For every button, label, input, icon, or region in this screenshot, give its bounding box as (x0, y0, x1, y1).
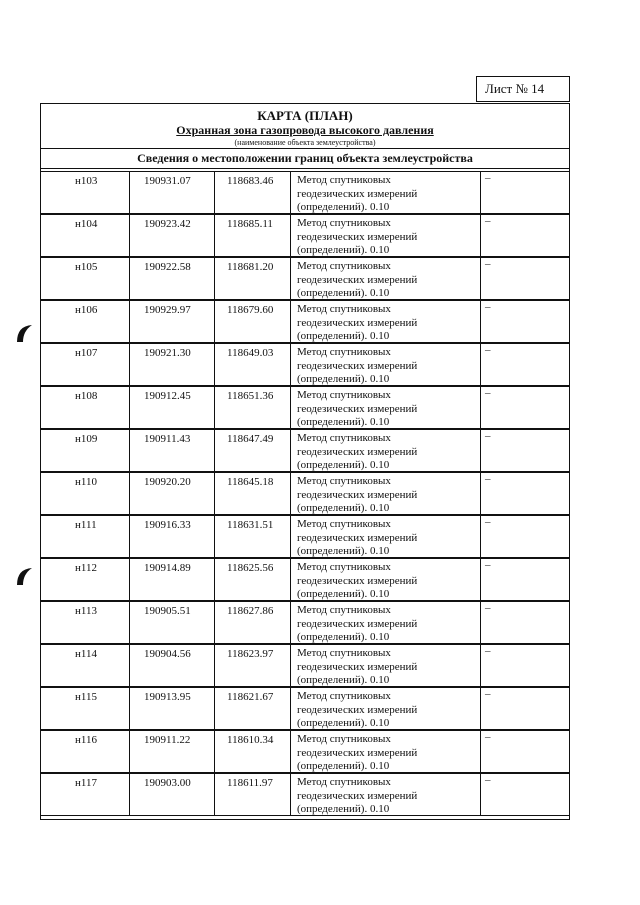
method-line: Метод спутниковых (297, 733, 391, 745)
y-coordinate-cell: 118627.86 (215, 602, 291, 643)
method-cell (291, 215, 481, 256)
description-cell: – (485, 430, 491, 442)
document-title: КАРТА (ПЛАН) (257, 108, 353, 123)
description-cell: – (485, 473, 491, 485)
y-coordinate-cell: 118647.49 (215, 430, 291, 471)
method-line: (определений). 0.10 (297, 760, 390, 772)
method-line: геодезических измерений (297, 488, 418, 501)
point-id-cell: н106 (41, 301, 130, 342)
x-coordinate-cell: 190931.07 (130, 172, 215, 213)
method-line: Метод спутниковых (297, 217, 391, 229)
x-coordinate-cell: 190911.22 (130, 731, 215, 772)
point-id-cell: н111 (41, 516, 130, 557)
method-cell (291, 172, 481, 213)
map-plan-frame (40, 103, 570, 820)
y-coordinate-cell: 118681.20 (215, 258, 291, 299)
x-coordinate-cell: 190916.33 (130, 516, 215, 557)
method-line: (определений). 0.10 (297, 459, 390, 471)
point-id-cell: н109 (41, 430, 130, 471)
description-cell: – (485, 731, 491, 743)
method-line: (определений). 0.10 (297, 631, 390, 643)
x-coordinate-cell: 190904.56 (130, 645, 215, 686)
method-line: геодезических измерений (297, 273, 418, 286)
x-coordinate-cell: 190921.30 (130, 344, 215, 385)
method-line: (определений). 0.10 (297, 287, 390, 299)
x-coordinate-cell: 190912.45 (130, 387, 215, 428)
table-row (41, 515, 569, 558)
method-cell (291, 774, 481, 815)
method-line: (определений). 0.10 (297, 545, 390, 557)
x-coordinate-cell: 190913.95 (130, 688, 215, 729)
y-coordinate-cell: 118685.11 (215, 215, 291, 256)
punch-hole-mark (14, 322, 36, 344)
x-coordinate-cell: 190929.97 (130, 301, 215, 342)
punch-hole-mark (14, 565, 36, 587)
y-coordinate-cell: 118625.56 (215, 559, 291, 600)
table-row (41, 171, 569, 214)
description-cell: – (485, 688, 491, 700)
x-coordinate-cell: 190905.51 (130, 602, 215, 643)
point-id-cell: н104 (41, 215, 130, 256)
method-line: Метод спутниковых (297, 303, 391, 315)
method-cell (291, 645, 481, 686)
description-cell: – (485, 559, 491, 571)
description-cell: – (485, 344, 491, 356)
method-line: геодезических измерений (297, 359, 418, 372)
method-cell (291, 258, 481, 299)
object-name: Охранная зона газопровода высокого давления (176, 123, 434, 137)
method-cell (291, 301, 481, 342)
table-row (41, 386, 569, 429)
table-row (41, 558, 569, 601)
y-coordinate-cell: 118645.18 (215, 473, 291, 514)
table-row (41, 257, 569, 300)
method-line: Метод спутниковых (297, 690, 391, 702)
point-id-cell: н105 (41, 258, 130, 299)
point-id-cell: н116 (41, 731, 130, 772)
y-coordinate-cell: 118623.97 (215, 645, 291, 686)
method-line: (определений). 0.10 (297, 803, 390, 815)
method-line: геодезических измерений (297, 445, 418, 458)
x-coordinate-cell: 190920.20 (130, 473, 215, 514)
method-line: Метод спутниковых (297, 561, 391, 573)
method-line: Метод спутниковых (297, 260, 391, 272)
method-line: Метод спутниковых (297, 604, 391, 616)
description-cell: – (485, 172, 491, 184)
description-cell: – (485, 645, 491, 657)
method-line: (определений). 0.10 (297, 502, 390, 514)
description-cell: – (485, 602, 491, 614)
x-coordinate-cell: 190903.00 (130, 774, 215, 815)
method-line: (определений). 0.10 (297, 373, 390, 385)
method-line: (определений). 0.10 (297, 330, 390, 342)
method-line: Метод спутниковых (297, 432, 391, 444)
method-cell (291, 430, 481, 471)
table-row (41, 687, 569, 730)
divider (41, 148, 569, 149)
table-row (41, 601, 569, 644)
table-row (41, 773, 569, 816)
y-coordinate-cell: 118631.51 (215, 516, 291, 557)
table-row (41, 214, 569, 257)
method-line: (определений). 0.10 (297, 588, 390, 600)
table-row (41, 300, 569, 343)
method-line: геодезических измерений (297, 230, 418, 243)
table-row (41, 343, 569, 386)
method-cell (291, 387, 481, 428)
method-line: (определений). 0.10 (297, 201, 390, 213)
method-line: геодезических измерений (297, 789, 418, 802)
method-line: (определений). 0.10 (297, 416, 390, 428)
x-coordinate-cell: 190914.89 (130, 559, 215, 600)
point-id-cell: н108 (41, 387, 130, 428)
y-coordinate-cell: 118679.60 (215, 301, 291, 342)
point-id-cell: н113 (41, 602, 130, 643)
table-row (41, 429, 569, 472)
method-line: геодезических измерений (297, 617, 418, 630)
method-cell (291, 344, 481, 385)
method-line: Метод спутниковых (297, 174, 391, 186)
method-line: геодезических измерений (297, 746, 418, 759)
method-line: Метод спутниковых (297, 389, 391, 401)
point-id-cell: н112 (41, 559, 130, 600)
method-line: геодезических измерений (297, 703, 418, 716)
method-line: геодезических измерений (297, 660, 418, 673)
x-coordinate-cell: 190923.42 (130, 215, 215, 256)
method-line: (определений). 0.10 (297, 244, 390, 256)
method-cell (291, 473, 481, 514)
x-coordinate-cell: 190911.43 (130, 430, 215, 471)
x-coordinate-cell: 190922.58 (130, 258, 215, 299)
method-line: (определений). 0.10 (297, 717, 390, 729)
method-line: Метод спутниковых (297, 647, 391, 659)
method-line: геодезических измерений (297, 531, 418, 544)
y-coordinate-cell: 118683.46 (215, 172, 291, 213)
method-line: геодезических измерений (297, 187, 418, 200)
description-cell: – (485, 774, 491, 786)
y-coordinate-cell: 118649.03 (215, 344, 291, 385)
method-line: Метод спутниковых (297, 518, 391, 530)
description-cell: – (485, 516, 491, 528)
table-row (41, 644, 569, 687)
table-row (41, 730, 569, 773)
method-cell (291, 602, 481, 643)
y-coordinate-cell: 118610.34 (215, 731, 291, 772)
object-name-caption: (наименование объекта землеустройства) (234, 138, 376, 147)
method-cell (291, 516, 481, 557)
method-line: геодезических измерений (297, 574, 418, 587)
method-line: Метод спутниковых (297, 346, 391, 358)
method-line: Метод спутниковых (297, 776, 391, 788)
method-cell (291, 731, 481, 772)
y-coordinate-cell: 118651.36 (215, 387, 291, 428)
method-cell (291, 559, 481, 600)
section-title: Сведения о местоположении границ объекта землеустройства (137, 151, 473, 165)
sheet-number: Лист № 14 (476, 76, 570, 102)
divider (41, 168, 569, 169)
description-cell: – (485, 215, 491, 227)
point-id-cell: н103 (41, 172, 130, 213)
method-line: геодезических измерений (297, 316, 418, 329)
method-line: Метод спутниковых (297, 475, 391, 487)
point-id-cell: н110 (41, 473, 130, 514)
point-id-cell: н107 (41, 344, 130, 385)
point-id-cell: н115 (41, 688, 130, 729)
description-cell: – (485, 301, 491, 313)
table-row (41, 472, 569, 515)
description-cell: – (485, 387, 491, 399)
y-coordinate-cell: 118621.67 (215, 688, 291, 729)
method-line: геодезических измерений (297, 402, 418, 415)
method-cell (291, 688, 481, 729)
y-coordinate-cell: 118611.97 (215, 774, 291, 815)
description-cell: – (485, 258, 491, 270)
method-line: (определений). 0.10 (297, 674, 390, 686)
point-id-cell: н117 (41, 774, 130, 815)
point-id-cell: н114 (41, 645, 130, 686)
